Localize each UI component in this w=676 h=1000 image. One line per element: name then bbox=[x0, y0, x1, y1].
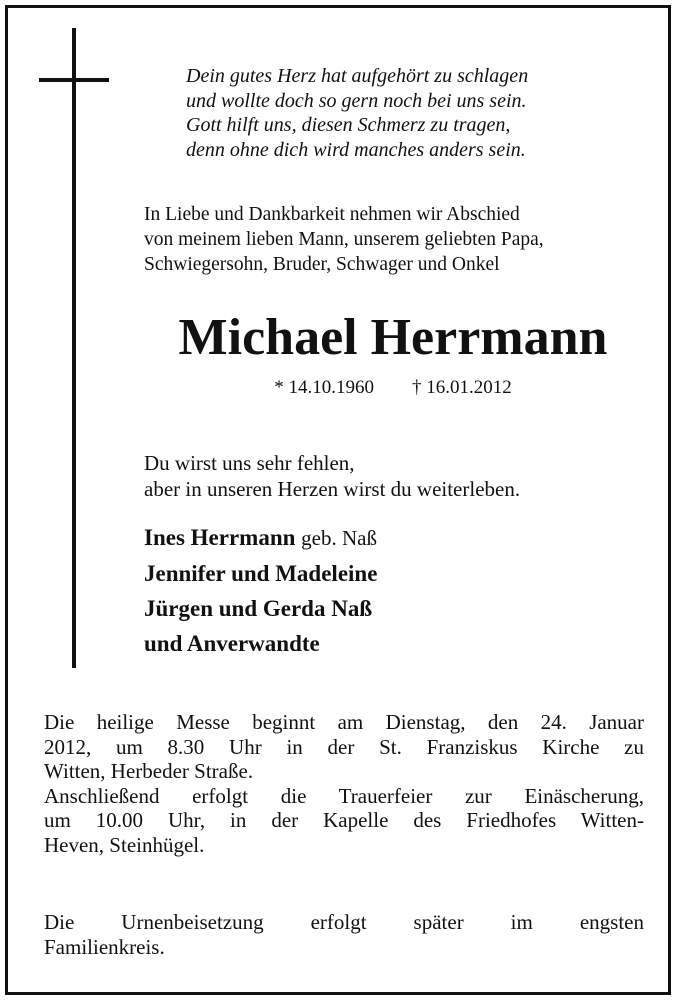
cross-icon bbox=[72, 28, 76, 668]
cross-icon-crossbar bbox=[39, 78, 109, 82]
service-line: Die heilige Messe beginnt am Dienstag, den 24. Januar bbox=[44, 710, 644, 734]
mourner-name: Ines Herrmann bbox=[144, 525, 296, 550]
farewell-line: aber in unseren Herzen wirst du weiterleben. bbox=[144, 477, 521, 501]
mourner-line bbox=[144, 591, 644, 626]
service-line: Anschließend erfolgt die Trauerfeier zur Einäscherung, bbox=[44, 783, 644, 808]
birth-date: * 14.10.1960 bbox=[274, 377, 374, 398]
service-line: Witten, Herbeder Straße. bbox=[44, 759, 254, 783]
death-date: † 16.01.2012 bbox=[412, 377, 512, 398]
poem-line: denn ohne dich wird manches anders sein. bbox=[186, 138, 526, 161]
burial-line: Familienkreis. bbox=[44, 934, 165, 959]
burial-info bbox=[44, 910, 644, 959]
farewell-line: Du wirst uns sehr fehlen, bbox=[144, 451, 355, 475]
mourner-maiden-name: geb. Naß bbox=[301, 526, 377, 550]
service-line: 2012, um 8.30 Uhr in der St. Franziskus Kirche zu bbox=[44, 734, 644, 759]
intro-line: Schwiegersohn, Bruder, Schwager und Onkel bbox=[144, 254, 500, 275]
burial-line: Die Urnenbeisetzung erfolgt später im engsten bbox=[44, 910, 644, 934]
mourner-line bbox=[144, 556, 644, 591]
poem-line: Gott hilft uns, diesen Schmerz zu tragen, bbox=[186, 114, 511, 136]
life-dates bbox=[138, 376, 648, 400]
intro-line: von meinem lieben Mann, unserem geliebten Papa, bbox=[144, 229, 544, 250]
obituary-notice bbox=[5, 5, 671, 995]
farewell-text bbox=[144, 450, 664, 502]
mourner-line bbox=[144, 626, 644, 661]
intro-line: In Liebe und Dankbarkeit nehmen wir Abschied bbox=[144, 204, 520, 225]
mourners-list bbox=[144, 520, 644, 661]
mourner-line bbox=[144, 520, 644, 556]
mourner-name: Jennifer und Madeleine bbox=[144, 561, 378, 586]
poem-line: Dein gutes Herz hat aufgehört zu schlagen bbox=[186, 65, 529, 87]
mourner-name: und Anverwandte bbox=[144, 631, 320, 656]
poem-line: und wollte doch so gern noch bei uns sein. bbox=[186, 89, 527, 112]
intro-text bbox=[144, 202, 644, 277]
service-line: Heven, Steinhügel. bbox=[44, 832, 205, 857]
service-info bbox=[44, 710, 644, 857]
deceased-name: Michael Herrmann bbox=[178, 309, 608, 366]
poem bbox=[186, 64, 626, 162]
service-line: um 10.00 Uhr, in der Kapelle des Friedhofes Witten- bbox=[44, 808, 644, 832]
mourner-name: Jürgen und Gerda Naß bbox=[144, 596, 373, 621]
